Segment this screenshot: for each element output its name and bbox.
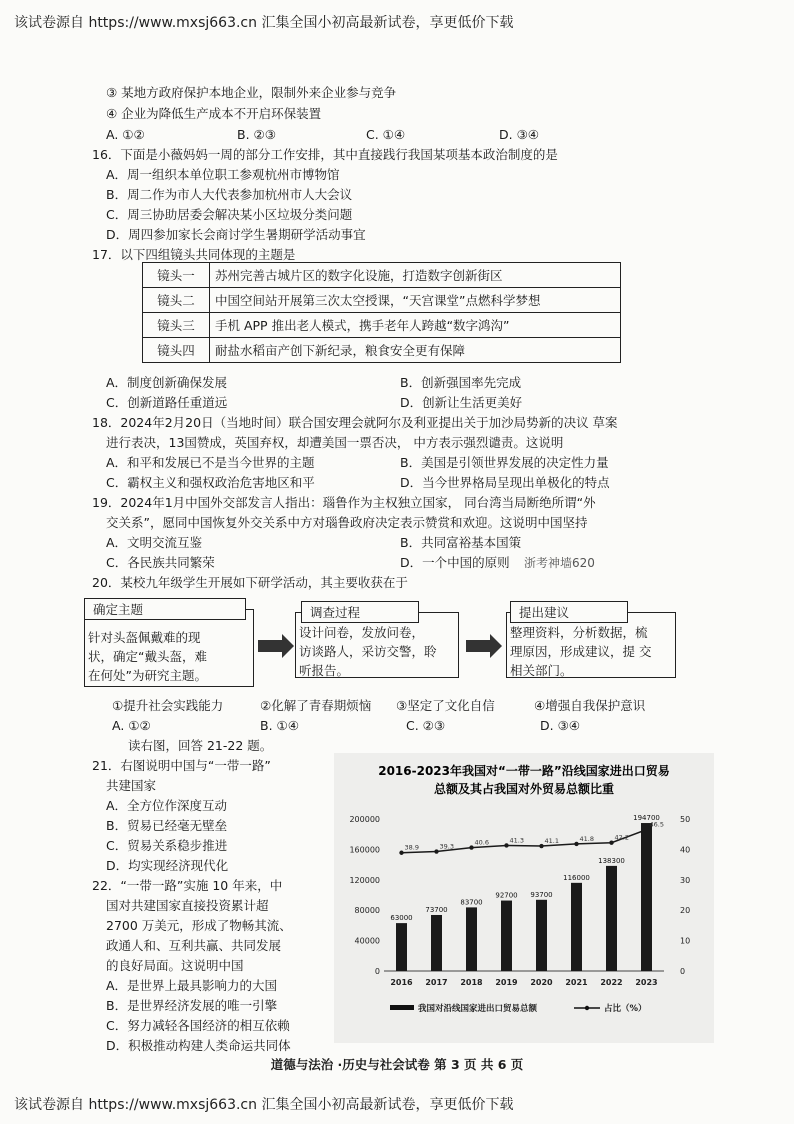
- y-right-tick-label: 30: [680, 875, 691, 885]
- q21-option-b[interactable]: B．贸易已经毫无壁垒: [106, 818, 228, 833]
- q20-option-b[interactable]: B. ①④: [260, 718, 299, 733]
- q20-item1: ①提升社会实践能力: [112, 698, 224, 713]
- shot-text: 苏州完善古城片区的数字化设施，打造数字创新街区: [210, 263, 621, 288]
- bar: [466, 907, 477, 971]
- q19-stem-line1: 19．2024年1月中国外交部发言人指出：瑙鲁作为主权独立国家， 同台湾当局断绝所谓“外: [92, 495, 596, 510]
- q16-stem: 16．下面是小薇妈妈一周的部分工作安排，其中直接践行我国某项基本政治制度的是: [92, 147, 558, 162]
- x-tick-label: 2023: [635, 978, 658, 987]
- bar-data-label: 63000: [390, 914, 413, 923]
- chart-title-line1: 2016-2023年我国对“一带一路”沿线国家进出口贸易: [378, 764, 670, 778]
- y-left-tick-label: 0: [374, 967, 380, 976]
- q21-stem-line2: 共建国家: [106, 778, 157, 793]
- chart-title-line2: 总额及其占我国对外贸易总额比重: [433, 782, 615, 796]
- bar-data-label: 138300: [598, 856, 625, 865]
- arrow-icon: [466, 640, 490, 652]
- q17-stem: 17．以下四组镜头共同体现的主题是: [92, 247, 296, 262]
- x-tick-label: 2018: [460, 978, 483, 987]
- q18-option-b[interactable]: B．美国是引领世界发展的决定性力量: [400, 455, 609, 470]
- q15-item4: ④ 企业为降低生产成本不开启环保装置: [106, 106, 322, 121]
- y-right-tick-label: 10: [680, 936, 691, 946]
- q17-option-d[interactable]: D．创新让生活更美好: [400, 395, 523, 410]
- shot-head: 镜头三: [143, 313, 210, 338]
- line-point: [434, 849, 438, 853]
- q15-option-c[interactable]: C. ①④: [366, 127, 406, 142]
- flow-box-topic: [84, 609, 254, 687]
- flow-box-text: 针对头盔佩戴难的现: [88, 630, 201, 645]
- q17-option-a[interactable]: A．制度创新确保发展: [106, 375, 228, 390]
- bar: [536, 900, 547, 971]
- line-data-label: 38.9: [404, 843, 419, 852]
- q16-option-b[interactable]: B．周二作为市人大代表参加杭州市人大会议: [106, 187, 353, 202]
- legend-line-marker: [585, 1006, 589, 1010]
- q19-stem-line2: 交关系”，愿同中国恢复外交关系中方对瑙鲁政府决定表示赞赏和欢迎。这说明中国坚持: [106, 515, 588, 530]
- legend-bar-swatch: [390, 1005, 414, 1010]
- shot-text: 手机 APP 推出老人模式，携手老年人跨越“数字鸿沟”: [210, 313, 621, 338]
- q21-stem-line1: 21．右图说明中国与“一带一路”: [92, 758, 271, 773]
- bar: [641, 823, 652, 971]
- flow-box-text: 访谈路人，采访交警，聆: [299, 644, 437, 659]
- q22-stem-line1: 22．“一带一路”实施 10 年来，中: [92, 878, 283, 893]
- q16-option-c[interactable]: C．周三协助居委会解决某小区垃圾分类问题: [106, 207, 353, 222]
- q19-option-a[interactable]: A．文明交流互鉴: [106, 535, 203, 550]
- line-data-label: 41.3: [509, 836, 524, 845]
- legend-bar-label: 我国对沿线国家进出口贸易总额: [418, 1004, 538, 1014]
- q20-option-a[interactable]: A. ①②: [112, 718, 151, 733]
- flow-box-text: 理原因，形成建议，提 交: [510, 644, 652, 659]
- q22-stem-line3: 2700 万美元，形成了物畅其流、: [106, 918, 292, 933]
- line-data-label: 40.6: [474, 838, 489, 847]
- line-point: [609, 841, 613, 845]
- watermark-top[interactable]: 该试卷源自 https://www.mxsj663.cn 汇集全国小初高最新试卷，享更低价下载: [14, 15, 514, 31]
- page-footer: 道德与法治 ·历史与社会试卷 第 3 页 共 6 页: [270, 1057, 524, 1072]
- q22-stem-line4: 政通人和、互利共赢、共同发展: [106, 938, 282, 953]
- table-row: [143, 313, 621, 338]
- shot-text: 中国空间站开展第三次太空授课，“天宫课堂”点燃科学梦想: [210, 288, 621, 313]
- y-left-tick-label: 80000: [354, 906, 380, 916]
- flow-box-title: 提出建议: [510, 601, 628, 623]
- q18-option-a[interactable]: A．和平和发展已不是当今世界的主题: [106, 455, 315, 470]
- q22-option-b[interactable]: B．是世界经济发展的唯一引擎: [106, 998, 278, 1013]
- line-data-label: 42.2: [614, 833, 629, 842]
- shot-head: 镜头四: [143, 338, 210, 363]
- x-tick-label: 2016: [390, 978, 413, 987]
- line-point: [399, 851, 403, 855]
- intro-21-22: 读右图，回答 21-22 题。: [128, 738, 273, 753]
- series-line: [402, 830, 647, 853]
- q20-item2: ②化解了青春期烦恼: [260, 698, 372, 713]
- q21-option-c[interactable]: C．贸易关系稳步推进: [106, 838, 228, 853]
- x-tick-label: 2022: [600, 978, 623, 987]
- chart-legend: [390, 1003, 647, 1014]
- bar-data-label: 92700: [495, 891, 518, 900]
- q20-item3: ③坚定了文化自信: [396, 698, 495, 713]
- q22-stem-line5: 的良好局面。这说明中国: [106, 958, 244, 973]
- bar-data-label: 73700: [425, 905, 448, 914]
- line-data-label: 41.8: [579, 834, 594, 843]
- q19-option-d[interactable]: D．一个中国的原则: [400, 555, 510, 570]
- flow-box-text: 整理资料，分析数据，梳: [510, 625, 648, 640]
- line-data-label: 41.1: [544, 837, 559, 846]
- q17-shots-table: [142, 262, 621, 363]
- q18-option-d[interactable]: D．当今世界格局呈现出单极化的特点: [400, 475, 610, 490]
- x-tick-label: 2020: [530, 978, 553, 987]
- bar: [431, 915, 442, 971]
- q16-option-a[interactable]: A．周一组织本单位职工参观杭州市博物馆: [106, 167, 340, 182]
- q20-item4: ④增强自我保护意识: [534, 698, 646, 713]
- watermark-bottom[interactable]: 该试卷源自 https://www.mxsj663.cn 汇集全国小初高最新试卷，享更低价下载: [14, 1097, 514, 1113]
- q18-stem-line2: 进行表决，13国赞成，英国弃权，却遭美国一票否决， 中方表示强烈谴责。这说明: [106, 435, 564, 450]
- legend-line-label: 占比（%）: [604, 1004, 647, 1014]
- bar-data-label: 116000: [563, 873, 590, 882]
- flow-box-text: 听报告。: [299, 663, 350, 678]
- q19-option-b[interactable]: B．共同富裕基本国策: [400, 535, 522, 550]
- stamp-text: 浙考神墙620: [524, 556, 595, 570]
- q20-stem: 20．某校九年级学生开展如下研学活动，其主要收获在于: [92, 575, 408, 590]
- bar-data-label: 83700: [460, 898, 483, 907]
- line-data-label: 39.3: [439, 842, 454, 851]
- y-right-tick-label: 0: [680, 967, 686, 976]
- flow-box-text: 相关部门。: [510, 663, 573, 678]
- y-left-tick-label: 120000: [349, 875, 380, 885]
- q21-option-a[interactable]: A．全方位作深度互动: [106, 798, 228, 813]
- line-point: [469, 845, 473, 849]
- arrow-icon: [258, 640, 282, 652]
- line-point: [504, 843, 508, 847]
- x-tick-label: 2021: [565, 978, 588, 987]
- q22-stem-line2: 国对共建国家直接投资累计超: [106, 898, 269, 913]
- line-data-label: 46.5: [649, 820, 664, 829]
- bar-data-label: 93700: [530, 890, 553, 899]
- q17-option-b[interactable]: B．创新强国率先完成: [400, 375, 522, 390]
- y-right-tick-label: 20: [680, 906, 691, 916]
- line-point: [539, 844, 543, 848]
- y-right-tick-label: 40: [680, 845, 691, 855]
- bar-data-label: 194700: [633, 814, 660, 823]
- q19-option-c[interactable]: C．各民族共同繁荣: [106, 555, 215, 570]
- table-row: [143, 288, 621, 313]
- x-tick-label: 2019: [495, 978, 518, 987]
- bar: [606, 866, 617, 971]
- flow-box-text: 在何处”为研究主题。: [88, 668, 207, 683]
- q17-option-c[interactable]: C．创新道路任重道远: [106, 395, 228, 410]
- shot-head: 镜头二: [143, 288, 210, 313]
- x-tick-label: 2017: [425, 978, 448, 987]
- q20-option-c[interactable]: C. ②③: [406, 718, 446, 733]
- q18-stem-line1: 18．2024年2月20日（当地时间）联合国安理会就阿尔及利亚提出关于加沙局势新的决议 草案: [92, 415, 618, 430]
- chart-line: [399, 821, 664, 855]
- q16-option-d[interactable]: D．周四参加家长会商讨学生暑期研学活动事宜: [106, 227, 366, 242]
- bar: [571, 883, 582, 971]
- q22-option-c[interactable]: C．努力减轻各国经济的相互依赖: [106, 1018, 290, 1033]
- flow-box-title: 调查过程: [301, 601, 419, 623]
- bar: [396, 923, 407, 971]
- trade-chart-svg: [334, 753, 714, 1043]
- q21-option-d[interactable]: D．均实现经济现代化: [106, 858, 229, 873]
- q15-option-b[interactable]: B. ②③: [237, 127, 276, 142]
- y-left-tick-label: 160000: [349, 845, 380, 855]
- q22-option-a[interactable]: A．是世界上最具影响力的大国: [106, 978, 278, 993]
- y-left-tick-label: 40000: [354, 936, 380, 946]
- flow-box-text: 状，确定“戴头盔，难: [88, 649, 207, 664]
- shot-text: 耐盐水稻亩产创下新纪录，粮食安全更有保障: [210, 338, 621, 363]
- shot-head: 镜头一: [143, 263, 210, 288]
- q15-option-d[interactable]: D. ③④: [499, 127, 539, 142]
- q15-item3: ③ 某地方政府保护本地企业，限制外来企业参与竞争: [106, 85, 397, 100]
- flow-box-text: 设计问卷，发放问卷，: [299, 625, 425, 640]
- trade-chart: [334, 753, 714, 1043]
- flow-box-title: 确定主题: [84, 598, 246, 620]
- y-right-tick-label: 50: [680, 815, 691, 824]
- y-left-tick-label: 200000: [349, 815, 380, 824]
- q15-option-a[interactable]: A. ①②: [106, 127, 145, 142]
- bar: [501, 901, 512, 971]
- table-row: [143, 263, 621, 288]
- q20-option-d[interactable]: D. ③④: [540, 718, 580, 733]
- table-row: [143, 338, 621, 363]
- line-point: [644, 827, 648, 831]
- line-point: [574, 842, 578, 846]
- q18-option-c[interactable]: C．霸权主义和强权政治危害地区和平: [106, 475, 315, 490]
- q22-option-d[interactable]: D．积极推动构建人类命运共同体: [106, 1038, 291, 1053]
